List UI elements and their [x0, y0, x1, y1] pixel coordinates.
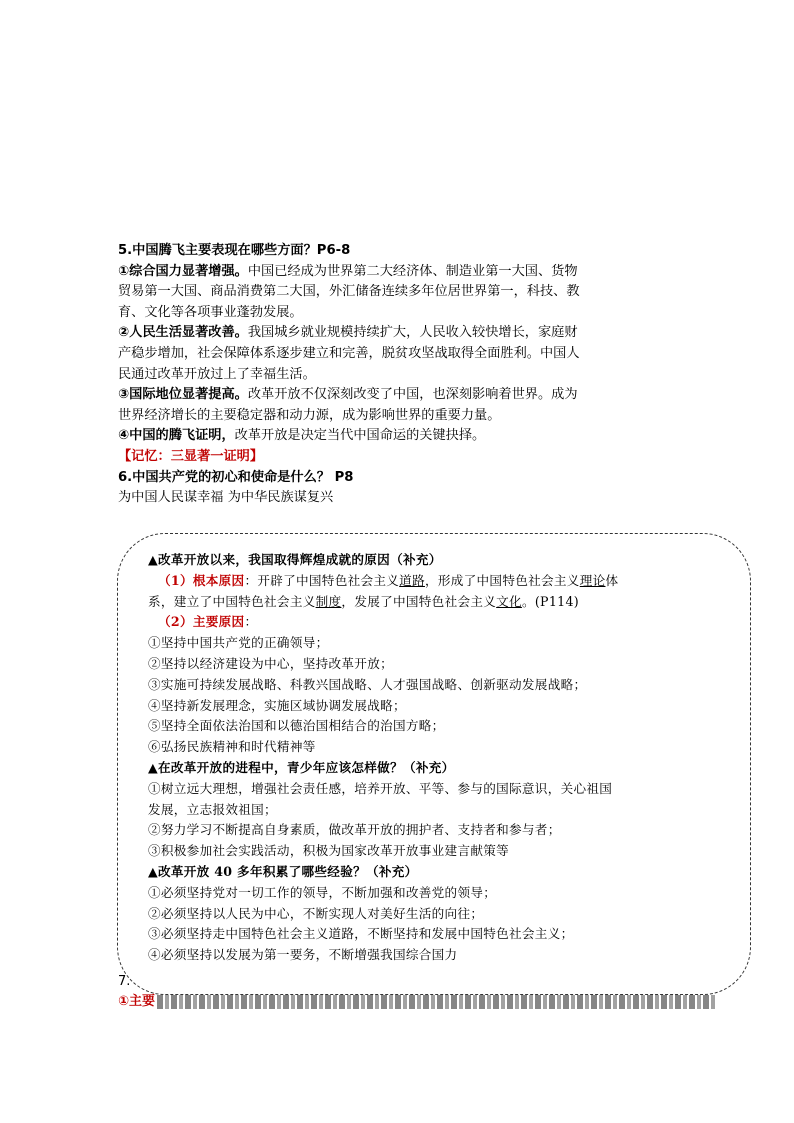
section-5 [118, 241, 688, 509]
supplement-heading-experience: ▲改革开放 40 多年积累了哪些经验？（补充） [148, 863, 418, 879]
root-cause-label: （1）根本原因 [158, 572, 245, 588]
point-3-text: 世界经济增长的主要稳定器和动力源，成为影响世界的重要力量。 [118, 407, 501, 423]
supplement-heading-reasons: ▲改革开放以来，我国取得辉煌成就的原因（补充） [148, 552, 442, 567]
root-cause-text: ：开辟了中国特色社会主义 [244, 572, 400, 588]
supplement-content [148, 550, 728, 966]
main-cause-item: ③实施可持续发展战略、科教兴国战略、人才强国战略、创新驱动发展战略； [148, 676, 587, 692]
main-cause-label: （2）主要原因 [158, 614, 245, 630]
main-cause-item: ⑤坚持全面依法治国和以德治国相结合的治国方略； [148, 718, 445, 734]
keyword-theory: 理论 [579, 572, 606, 588]
experience-item: ③必须坚持走中国特色社会主义道路，不断坚持和发展中国特色社会主义； [148, 926, 574, 942]
experience-item: ④必须坚持以发展为第一要务，不断增强我国综合国力 [148, 947, 458, 963]
root-cause-text: ，形成了中国特色社会主义 [424, 572, 580, 588]
root-cause-text: 。(P114) [521, 593, 579, 609]
youth-item: 发展，立志报效祖国； [148, 801, 277, 817]
youth-item: ①树立远大理想，增强社会责任感，培养开放、平等、参与的国际意识，关心祖国 [148, 780, 613, 796]
youth-item: ③积极参加社会实践活动，积极为国家改革开放事业建言献策等 [148, 843, 510, 859]
root-cause-text: ，发展了中国特色社会主义 [341, 593, 497, 609]
main-cause-item: ②坚持以经济建设为中心，坚持改革开放； [148, 655, 393, 671]
youth-item: ②努力学习不断提高自身素质，做改革开放的拥护者、支持者和参与者； [148, 822, 561, 838]
question-7-start: 7. [118, 974, 131, 989]
point-4-lead: ④中国的腾飞证明， [118, 428, 235, 444]
main-cause-item: ⑥弘扬民族精神和时代精神等 [148, 739, 316, 755]
experience-item: ②必须坚持以人民为中心，不断实现人对美好生活的向往； [148, 905, 484, 921]
supplement-heading-youth: ▲在改革开放的进程中，青少年应该怎样做？（补充） [148, 759, 455, 775]
main-cause-item: ①坚持中国共产党的正确领导； [148, 635, 329, 651]
point-1-text: 贸易第一大国、商品消费第二大国，外汇储备连续多年位居世界第一，科技、教 [118, 284, 580, 300]
question-6-title: 6.中国共产党的初心和使命是什么？ P8 [118, 469, 354, 485]
keyword-road: 道路 [399, 572, 425, 588]
obscured-text [157, 995, 717, 1009]
point-2-text: 我国城乡就业规模持续扩大，人民收入较快增长，家庭财 [247, 325, 578, 341]
point-2-text: 产稳步增加，社会保障体系逐步建立和完善，脱贫攻坚战取得全面胜利。中国人 [118, 345, 580, 361]
point-3-text: 改革开放不仅深刻改变了中国，也深刻影响着世界。成为 [247, 387, 578, 403]
point-2-text: 民通过改革开放过上了幸福生活。 [118, 366, 316, 382]
point-1-text: 中国已经成为世界第二大经济体、制造业第一大国、货物 [247, 263, 578, 279]
point-2-lead: ②人民生活显著改善。 [118, 325, 248, 341]
main-cause-colon: ： [244, 614, 258, 630]
question-6-answer: 为中国人民谋幸福 为中华民族谋复兴 [118, 490, 334, 506]
section-7-line-start: ①主要 [118, 994, 156, 1009]
root-cause-text: 体 [605, 572, 619, 588]
root-cause-text: 系，建立了中国特色社会主义 [148, 593, 316, 609]
experience-item: ①必须坚持党对一切工作的领导，不断加强和改善党的领导； [148, 884, 497, 900]
keyword-culture: 文化 [496, 593, 522, 609]
memory-tip: 【记忆：三显著一证明】 [118, 448, 264, 464]
point-3-lead: ③国际地位显著提高。 [118, 387, 248, 403]
point-4-text: 改革开放是决定当代中国命运的关键抉择。 [234, 428, 486, 444]
main-cause-item: ④坚持新发展理念，实施区域协调发展战略； [148, 697, 406, 713]
point-1-text: 育、文化等各项事业蓬勃发展。 [118, 304, 303, 320]
question-5-title: 5.中国腾飞主要表现在哪些方面？P6-8 [118, 243, 351, 258]
point-1-lead: ①综合国力显著增强。 [118, 263, 248, 279]
keyword-system: 制度 [315, 593, 342, 609]
